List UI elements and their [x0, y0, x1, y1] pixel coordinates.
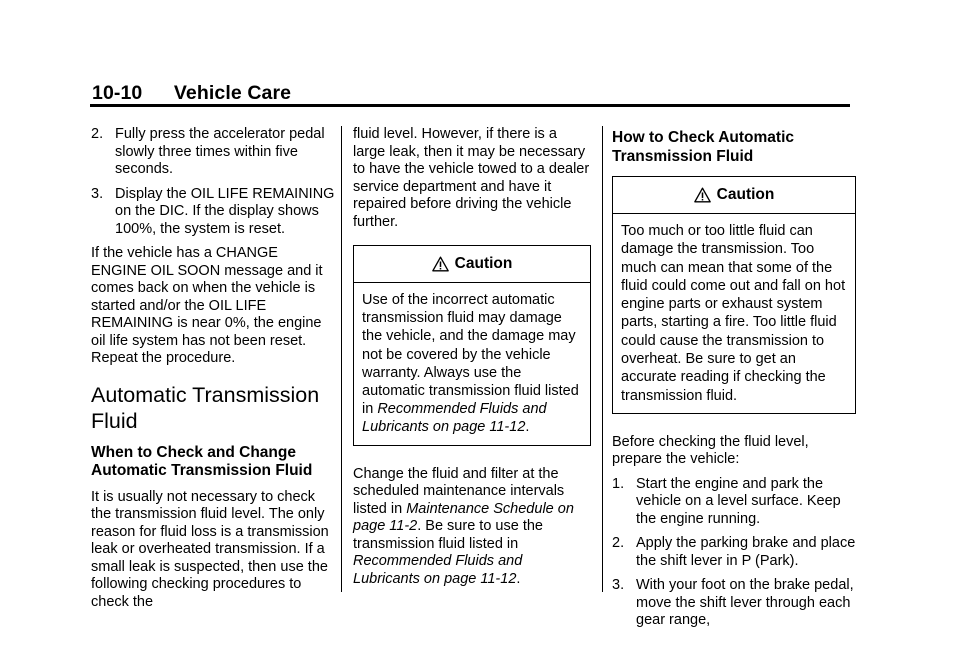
subsection-heading: How to Check Automatic Transmission Fluid: [612, 129, 794, 165]
paragraph: It is usually not necessary to check the transmission fluid level. The only reason for fluid loss is a transmission leak or overheated transmission. If a small leak is suspected, then use the following checking procedures to check the: [91, 488, 329, 610]
caution-text-end: .: [525, 419, 530, 436]
caution-body: [354, 283, 590, 445]
paragraph: Before checking the fluid level, prepare the vehicle:: [612, 433, 809, 468]
step-text: Start the engine and park the vehicle on a level surface. Keep the engine running.: [636, 475, 841, 527]
cross-reference: Recommended Fluids and Lubricants on page 11-12: [362, 401, 547, 436]
step-number: 2.: [91, 126, 104, 142]
paragraph-text: .: [516, 570, 521, 587]
step-text: Fully press the accelerator pedal slowly three times within five seconds.: [115, 126, 325, 177]
step-number: 3.: [91, 185, 104, 202]
cross-reference: Maintenance Schedule on page 11-2: [353, 500, 574, 535]
step-number: 2.: [612, 535, 625, 552]
step-text: Apply the parking brake and place the shift lever in P (Park).: [636, 535, 856, 569]
section-title: Vehicle Care: [173, 82, 292, 104]
page-header: [92, 82, 291, 105]
column-left: [91, 126, 335, 618]
paragraph: fluid level. However, if there is a large leak, then it may be necessary to have the vehicle towed to a dealer service department and have it repaired before driving the vehicle further.: [353, 126, 590, 230]
subsection-heading: When to Check and Change Automatic Transmission Fluid: [91, 443, 313, 479]
step-text: Display the OIL LIFE REMAINING on the DIC. If the display shows 100%, the system is reset.: [115, 185, 335, 237]
step-text: With your foot on the brake pedal, move the shift lever through each gear range,: [636, 577, 854, 629]
caution-body: [613, 214, 855, 413]
list-item: [612, 577, 856, 630]
list-item: [91, 126, 335, 179]
list-item: [91, 186, 335, 239]
paragraph: [353, 466, 591, 589]
caution-header: [354, 246, 590, 283]
caution-text: Use of the incorrect automatic transmission fluid may damage the vehicle, and the damage may not be covered by the vehicle warranty. Always use the automatic transmission fluid listed in: [362, 292, 579, 418]
page-number: 10-10: [92, 82, 143, 104]
paragraph-text: . Be sure to use the transmission fluid listed in: [353, 518, 543, 552]
header-rule: [90, 104, 850, 107]
column-divider: [341, 126, 342, 592]
warning-triangle-icon: [432, 256, 449, 272]
caution-text: Too much or too little fluid can damage the transmission. Too much can mean that some of the fluid could come out and fall on hot engine parts or exhaust system parts, starting a fire. Too little fluid could cause the transmission to overheat. Be sure to get an accurate reading if checking the transmission fluid.: [621, 223, 846, 404]
section-heading: Automatic Transmission Fluid: [91, 382, 320, 433]
caution-box: [353, 245, 591, 446]
paragraph-text: Change the fluid and filter at the scheduled maintenance intervals listed in: [353, 465, 565, 517]
list-item: [612, 476, 856, 529]
caution-box: [612, 176, 856, 414]
warning-triangle-icon: [694, 187, 711, 203]
paragraph: If the vehicle has a CHANGE ENGINE OIL SOON message and it comes back on when the vehicle is started and/or the OIL LIFE REMAINING is near 0%, the engine oil life system has not been reset. Repeat the procedure.: [91, 245, 323, 366]
caution-title: Caution: [454, 255, 513, 273]
column-divider: [602, 126, 603, 592]
cross-reference: Recommended Fluids and Lubricants on page 11-12: [353, 553, 523, 587]
column-right: [612, 126, 856, 637]
step-number: 3.: [612, 577, 625, 594]
column-middle: [353, 126, 591, 595]
list-item: [612, 535, 856, 570]
step-number: 1.: [612, 475, 625, 492]
caution-header: [613, 177, 855, 214]
caution-title: Caution: [716, 186, 775, 204]
